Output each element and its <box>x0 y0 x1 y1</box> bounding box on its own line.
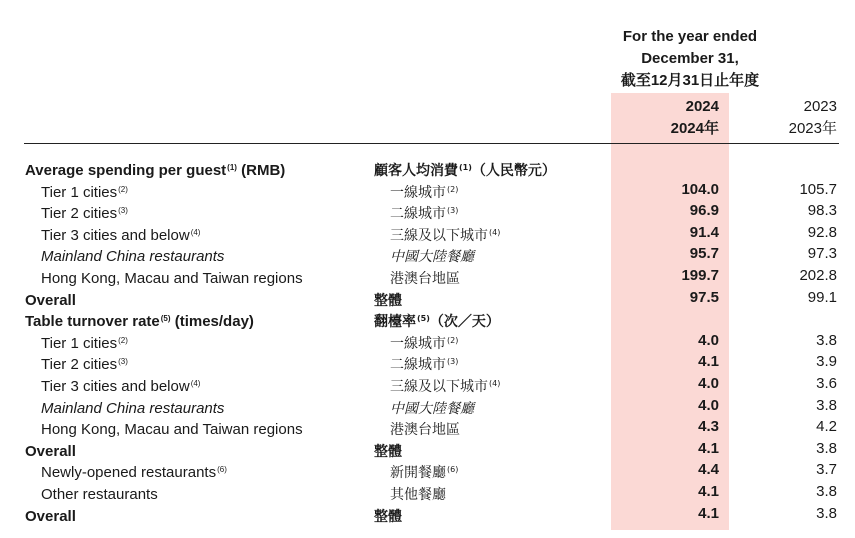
value-2023-text: 3.8 <box>816 482 837 500</box>
value-2023 <box>729 503 837 525</box>
footnote-marker: (2) <box>118 335 128 345</box>
footnote-marker: (1) <box>459 163 472 172</box>
value-2023 <box>729 287 837 309</box>
label-zh-text: 一線城市 <box>390 335 446 352</box>
value-2024-text: 4.0 <box>698 331 719 349</box>
label-zh-text: 其他餐廳 <box>390 486 446 503</box>
label-en-suffix: (RMB) <box>236 162 286 179</box>
label-zh-suffix: （人民幣元） <box>471 163 556 179</box>
value-2024 <box>611 179 719 201</box>
value-2024-text: 199.7 <box>681 266 719 284</box>
table-row <box>0 200 855 222</box>
table-row <box>0 222 855 244</box>
value-2023 <box>729 481 837 503</box>
value-2023 <box>729 265 837 287</box>
label-en-text: Average spending per guest <box>25 162 227 179</box>
label-zh-suffix: （次／天） <box>429 314 500 331</box>
value-2024 <box>611 481 719 503</box>
value-2023-text: 97.3 <box>807 245 837 263</box>
label-zh-text: 整體 <box>374 292 402 309</box>
label-en-text: Tier 2 cities <box>41 205 118 223</box>
value-2024 <box>611 416 719 438</box>
label-zh-text: 中國大陸餐廳 <box>390 400 474 417</box>
footnote-marker: (3) <box>447 357 459 367</box>
value-2023-text: 202.8 <box>799 266 837 284</box>
label-en-suffix: (times/day) <box>170 313 254 331</box>
label-en-text: Tier 3 cities and below <box>41 377 190 395</box>
label-en-text: Table turnover rate <box>25 313 160 331</box>
label-en-text: Tier 1 cities <box>41 183 118 201</box>
value-2023 <box>729 222 837 244</box>
value-2023-text: 3.8 <box>816 396 837 414</box>
footnote-marker: (3) <box>118 357 128 367</box>
value-2023 <box>729 330 837 352</box>
value-2023-text: 3.8 <box>816 439 837 457</box>
label-zh-text: 港澳台地區 <box>390 270 460 287</box>
table-row <box>0 459 855 481</box>
label-en-text: Hong Kong, Macau and Taiwan regions <box>41 269 303 287</box>
label-zh-text: 翻檯率 <box>374 314 416 331</box>
value-2024-text: 4.4 <box>698 461 719 479</box>
value-2024 <box>611 330 719 352</box>
label-en-text: Newly-opened restaurants <box>41 464 217 482</box>
value-2023-text: 4.2 <box>816 418 837 436</box>
value-2023-text: 3.9 <box>816 353 837 371</box>
value-2023 <box>729 200 837 222</box>
footnote-marker: (4) <box>190 227 201 237</box>
label-zh-text: 二線城市 <box>390 357 446 374</box>
label-en-text: Mainland China restaurants <box>41 248 225 266</box>
label-zh-text: 整體 <box>374 508 402 525</box>
value-2024 <box>611 395 719 417</box>
period-header-zh: 截至12月31日止年度 <box>620 72 760 89</box>
table-row <box>0 179 855 201</box>
value-2024 <box>611 287 719 309</box>
label-zh-text: 三線及以下城市 <box>390 378 488 395</box>
footnote-marker: (3) <box>447 206 459 216</box>
value-2023 <box>729 395 837 417</box>
table-row <box>0 243 855 265</box>
label-zh-text: 整體 <box>374 443 402 460</box>
period-header-en-line1: For the year ended <box>622 28 758 45</box>
period-header-en-line2: December 31, <box>641 50 739 67</box>
period-header <box>580 26 800 92</box>
value-2023 <box>729 243 837 265</box>
footnote-marker: (2) <box>447 184 459 194</box>
table-row <box>0 287 855 309</box>
value-2023 <box>729 459 837 481</box>
value-2024-text: 4.1 <box>698 353 719 371</box>
value-2024 <box>611 265 719 287</box>
footnote-marker: (2) <box>447 335 459 345</box>
table-row <box>0 395 855 417</box>
value-2024-text: 95.7 <box>689 245 719 263</box>
value-2023-text: 3.6 <box>816 374 837 392</box>
footnote-marker: (3) <box>118 206 128 216</box>
value-2024 <box>611 351 719 373</box>
value-2024-text: 4.1 <box>698 504 719 522</box>
label-zh-text: 新開餐廳 <box>390 465 446 482</box>
label-zh-text: 顧客人均消費 <box>374 163 458 179</box>
value-2024-text: 91.4 <box>689 223 719 241</box>
footnote-marker: (4) <box>190 378 201 388</box>
value-2024-text: 96.9 <box>689 202 719 220</box>
footnote-marker: (5) <box>160 314 171 324</box>
value-2023 <box>729 438 837 460</box>
label-en-text: Mainland China restaurants <box>41 399 225 417</box>
table-row <box>0 308 855 330</box>
table-row <box>0 373 855 395</box>
value-2023-text: 3.8 <box>816 331 837 349</box>
label-en-text: Hong Kong, Macau and Taiwan regions <box>41 421 303 439</box>
label-zh-text: 一線城市 <box>390 184 446 201</box>
footnote-marker: (4) <box>489 227 501 237</box>
table-body <box>0 157 855 524</box>
label-en-text: Tier 1 cities <box>41 334 118 352</box>
footnote-marker: (4) <box>489 378 501 388</box>
value-2024 <box>611 459 719 481</box>
footnote-marker: (6) <box>447 465 459 475</box>
table-row <box>0 503 855 525</box>
value-2024-text: 4.1 <box>698 439 719 457</box>
value-2024-text: 4.1 <box>698 482 719 500</box>
year-2024-label: 2024 <box>685 98 719 115</box>
value-2023-text: 105.7 <box>799 180 837 198</box>
value-2024 <box>611 438 719 460</box>
year-2024-label-zh: 2024年 <box>670 120 719 137</box>
footnote-marker: (2) <box>118 184 128 194</box>
year-2023-label-zh: 2023年 <box>788 120 837 137</box>
label-en-text: Tier 3 cities and below <box>41 226 190 244</box>
value-2023-text: 92.8 <box>807 223 837 241</box>
value-2024-text: 4.0 <box>698 396 719 414</box>
label-en-text: Overall <box>25 291 76 309</box>
value-2023 <box>729 373 837 395</box>
table-row <box>0 157 855 179</box>
value-2024-text: 4.3 <box>698 418 719 436</box>
header-divider <box>24 143 839 144</box>
value-2024-text: 104.0 <box>681 180 719 198</box>
table-row <box>0 351 855 373</box>
footnote-marker: (1) <box>227 163 237 172</box>
year-2023-header <box>729 96 837 140</box>
value-2024-text: 4.0 <box>698 374 719 392</box>
value-2023 <box>729 416 837 438</box>
value-2024-text: 97.5 <box>689 288 719 306</box>
value-2024 <box>611 222 719 244</box>
label-zh-text: 中國大陸餐廳 <box>390 249 474 266</box>
value-2023-text: 98.3 <box>807 202 837 220</box>
table-row <box>0 481 855 503</box>
value-2024 <box>611 503 719 525</box>
label-zh-text: 港澳台地區 <box>390 422 460 439</box>
value-2023 <box>729 179 837 201</box>
table-row <box>0 438 855 460</box>
label-zh-text: 三線及以下城市 <box>390 227 488 244</box>
table-row <box>0 416 855 438</box>
table-row <box>0 330 855 352</box>
value-2023-text: 99.1 <box>807 288 837 306</box>
value-2023-text: 3.7 <box>816 461 837 479</box>
label-en-text: Other restaurants <box>41 485 158 503</box>
footnote-marker: (5) <box>417 314 430 324</box>
table-row <box>0 265 855 287</box>
row-label-en <box>25 503 77 528</box>
year-2023-label: 2023 <box>803 98 837 115</box>
year-2024-header <box>611 96 719 140</box>
value-2024 <box>611 243 719 265</box>
value-2023 <box>729 351 837 373</box>
value-2024 <box>611 373 719 395</box>
label-en-text: Tier 2 cities <box>41 356 118 374</box>
row-label-zh <box>374 503 403 529</box>
label-en-text: Overall <box>25 442 76 460</box>
value-2024 <box>611 200 719 222</box>
label-en-text: Overall <box>25 507 76 525</box>
value-2023-text: 3.8 <box>816 504 837 522</box>
label-zh-text: 二線城市 <box>390 206 446 223</box>
footnote-marker: (6) <box>217 465 227 475</box>
